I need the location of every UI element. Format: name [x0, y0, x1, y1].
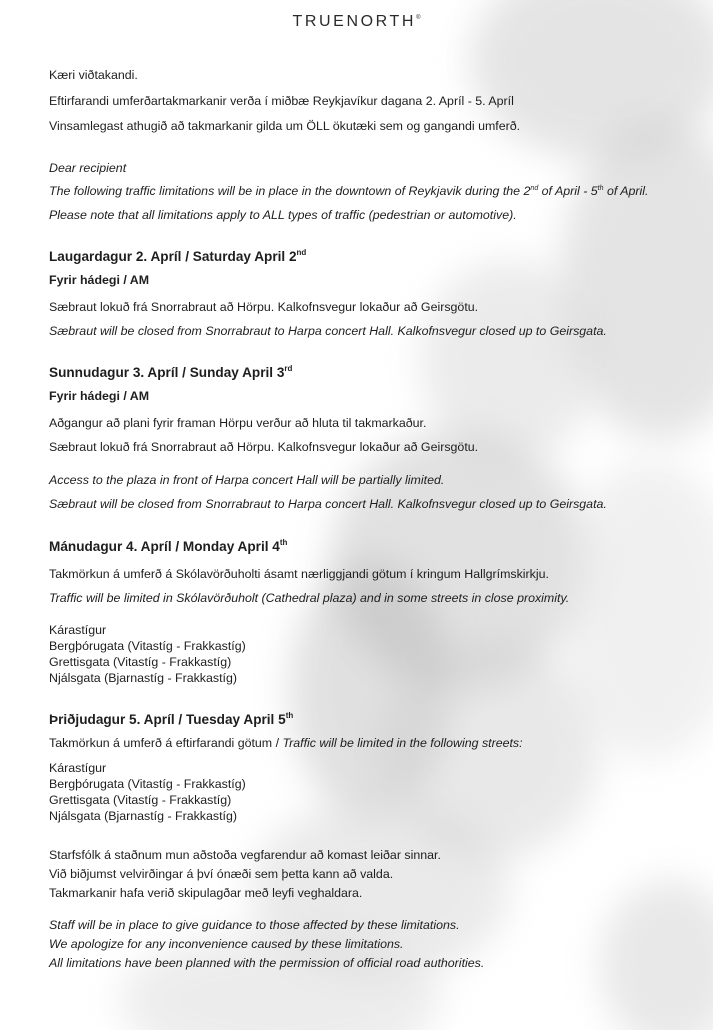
- monday-street: Grettisgata (Vitastíg - Frakkastíg): [49, 655, 232, 669]
- day-heading-saturday: Laugardagur 2. Apríl / Saturday April 2nd: [49, 248, 307, 264]
- monday-street: Kárastígur: [49, 623, 107, 637]
- tuesday-mixed-line: Takmörkun á umferð á eftirfarandi götum / Traffic will be limited in the following streets:: [49, 736, 523, 750]
- sunday-is-line-1: Aðgangur að plani fyrir framan Hörpu verður að hluta til takmarkaður.: [49, 416, 427, 430]
- closing-en-line: Staff will be in place to give guidance to those affected by these limitations.: [49, 918, 460, 932]
- day-heading-sunday: Sunnudagur 3. Apríl / Sunday April 3rd: [49, 364, 293, 380]
- day-heading-monday: Mánudagur 4. Apríl / Monday April 4th: [49, 538, 288, 554]
- sunday-en-line-2: Sæbraut will be closed from Snorrabraut to Harpa concert Hall. Kalkofnsvegur closed up to Geirsgata.: [49, 497, 607, 511]
- monday-street: Bergþórugata (Vitastíg - Frakkastíg): [49, 639, 246, 653]
- sunday-is-line-2: Sæbraut lokuð frá Snorrabraut að Hörpu. Kalkofnsvegur lokaður að Geirsgötu.: [49, 440, 479, 454]
- intro-is-line-2: Vinsamlegast athugið að takmarkanir gilda um ÖLL ökutæki sem og gangandi umferð.: [49, 119, 521, 133]
- tuesday-street: Bergþórugata (Vitastíg - Frakkastíg): [49, 777, 246, 791]
- intro-en-line-1: The following traffic limitations will be in place in the downtown of Reykjavik during the 2nd of April - 5th of April.: [49, 184, 649, 198]
- monday-en-line: Traffic will be limited in Skólavörðuholt (Cathedral plaza) and in some streets in close proximity.: [49, 591, 570, 605]
- monday-is-line: Takmörkun á umferð á Skólavörðuholti ásamt nærliggjandi götum í kringum Hallgrímskirkju.: [49, 567, 549, 581]
- intro-en-line-2: Please note that all limitations apply to ALL types of traffic (pedestrian or automotive).: [49, 208, 517, 222]
- truenorth-logo: TRUENORTH®: [292, 13, 421, 30]
- tuesday-street: Njálsgata (Bjarnastíg - Frakkastíg): [49, 809, 237, 823]
- greeting-is: Kæri viðtakandi.: [49, 68, 138, 82]
- time-label-saturday: Fyrir hádegi / AM: [49, 273, 150, 287]
- day-heading-tuesday: Þriðjudagur 5. Apríl / Tuesday April 5th: [49, 711, 294, 727]
- closing-en-line: We apologize for any inconvenience caused by these limitations.: [49, 937, 404, 951]
- monday-street: Njálsgata (Bjarnastíg - Frakkastíg): [49, 671, 237, 685]
- closing-is-line: Takmarkanir hafa verið skipulagðar með leyfi veghaldara.: [49, 886, 363, 900]
- greeting-en: Dear recipient: [49, 161, 127, 175]
- saturday-is-line: Sæbraut lokuð frá Snorrabraut að Hörpu. Kalkofnsvegur lokaður að Geirsgötu.: [49, 300, 479, 314]
- closing-is-line: Starfsfólk á staðnum mun aðstoða vegfarendur að komast leiðar sinnar.: [49, 848, 441, 862]
- tuesday-street: Grettisgata (Vitastíg - Frakkastíg): [49, 793, 232, 807]
- time-label-sunday: Fyrir hádegi / AM: [49, 389, 150, 403]
- closing-en-line: All limitations have been planned with the permission of official road authorities.: [49, 956, 485, 970]
- tuesday-street: Kárastígur: [49, 761, 107, 775]
- sunday-en-line-1: Access to the plaza in front of Harpa concert Hall will be partially limited.: [49, 473, 445, 487]
- intro-is-line-1: Eftirfarandi umferðartakmarkanir verða í miðbæ Reykjavíkur dagana 2. Apríl - 5. Apríl: [49, 94, 514, 108]
- saturday-en-line: Sæbraut will be closed from Snorrabraut to Harpa concert Hall. Kalkofnsvegur closed up to Geirsgata.: [49, 324, 607, 338]
- closing-is-line: Við biðjumst velvirðingar á því ónæði sem þetta kann að valda.: [49, 867, 394, 881]
